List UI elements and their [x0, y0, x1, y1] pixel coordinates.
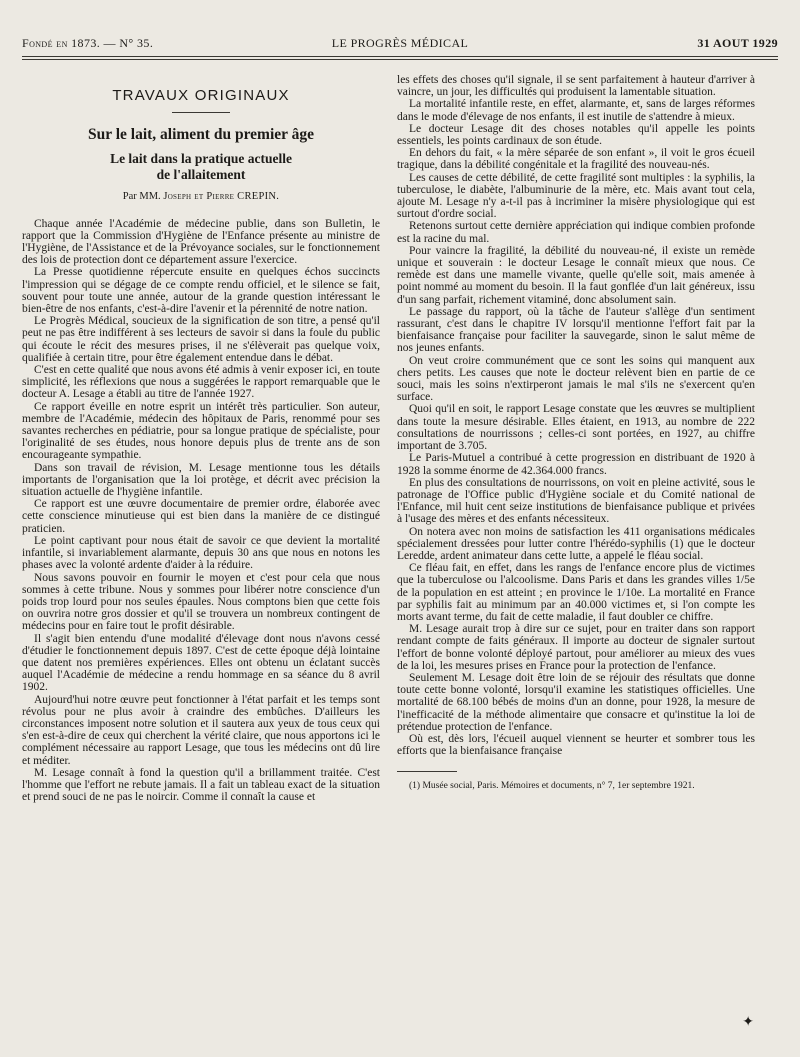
paragraph: Les causes de cette débilité, de cette fragilité sont multiples : la syphilis, la tuberculose, le diabète, l'albuminurie de la mère, etc. Mais avant tout cela, ajoute M. Lesage n'y a-t-il pas à incriminer la misère physiologique qui est surtout d'ordre social. — [397, 171, 755, 221]
article-title: Sur le lait, aliment du premier âge — [87, 126, 315, 144]
article-subtitle-line-2: de l'allaitement — [156, 167, 246, 183]
footnote: (1) Musée social, Paris. Mémoires et documents, n° 7, 1er septembre 1921. — [409, 781, 695, 792]
paragraph: Pour vaincre la fragilité, la débilité du nouveau-né, il existe un remède unique et souverain : le docteur Lesage le connaît mieux que nous. Ce remède est dans une mamelle vivante, quelle qu'elle soit, mais amenée à point nommé au moment du besoin. Il la faut gonflée d'un lait généreux, issu d'un sang parfait, richement vitaminé, donc absolument sain. — [397, 244, 755, 306]
article-authors — [22, 191, 380, 203]
section-divider — [172, 112, 230, 113]
paragraph: On notera avec non moins de satisfaction les 411 organisations médicales spécialement dressées pour lutter contre l'hérédo-syphilis (1) que le docteur Leredde, ardent animateur dans cette lutte, a appelé le fléau social. — [397, 525, 755, 562]
paragraph: Le point captivant pour nous était de savoir ce que devient la mortalité infantile, si invariablement alarmante, depuis 30 ans que nous en notons les phases avec la volonté ardente d'aider à la réduire. — [22, 534, 380, 572]
paragraph: Ce rapport est une œuvre documentaire de premier ordre, élaborée avec cette conscience minutieuse qui est bien dans la manière de ce distingué praticien. — [22, 498, 380, 535]
paragraph: les effets des choses qu'il signale, il se sent parfaitement à hauteur d'arriver à vaincre, un jour, les difficultés qui produisent la lamentable situation. — [397, 74, 755, 99]
paragraph: Le docteur Lesage dit des choses notables qu'il appelle les points essentiels, les points cardinaux de son étude. — [397, 122, 755, 148]
paragraph: Seulement M. Lesage doit être loin de se réjouir des résultats que donne toute cette bonne volonté, lorsqu'il examine les statistiques officielles. Une mortalité de 68.100 bébés de moins d'un an donne, pour 1928, la mesure de l'inefficacité de la méthode alimentaire que consacre et qu'institue la loi de prétendue protection de l'enfance. — [397, 671, 755, 733]
paragraph: Nous savons pouvoir en fournir le moyen et c'est pour cela que nous sommes à cette tribune. Nous y sommes pour libérer notre conscience d'un poids trop lourd pour nos seules épaules. Nous comptons bien que cette fois on ouvrira notre gros dossier et qu'il se trouvera un nombreux contingent de médecins pour en faire tout le profit désirable. — [22, 571, 380, 633]
paragraph: Le Paris-Mutuel a contribué à cette progression en distribuant de 1920 à 1928 la somme énorme de 42.364.000 francs. — [397, 452, 755, 477]
article-subtitle-line-1: Le lait dans la pratique actuelle — [110, 151, 292, 167]
header-founded: Fondé en 1873. — N° 35. — [22, 36, 154, 50]
paragraph: Le passage du rapport, où la tâche de l'auteur s'allège d'un sentiment rassurant, c'est dans le chapitre IV lorsqu'il mentionne l'effort fait par la bienfaisance française pour faciliter la sauvegarde, sinon le salut même de nos jeunes enfants. — [397, 305, 755, 355]
header-rule-double — [22, 59, 778, 60]
ornament-icon: ✦ — [742, 1015, 754, 1030]
authors-prefix: Par MM. — [122, 191, 161, 203]
paragraph: Quoi qu'il en soit, le rapport Lesage constate que les œuvres se multiplient dans toute la mesure désirable. Elles étaient, en 1913, au nombre de 222 consultations de nourrissons ; celles-ci sont portées, en 1927, au chiffre important de 3.705. — [397, 403, 755, 453]
authors-names: Joseph et Pierre CREPIN. — [163, 191, 280, 203]
article-subtitle — [22, 151, 380, 183]
paragraph: Aujourd'hui notre œuvre peut fonctionner à l'état parfait et les temps sont révolus pour ne plus avoir à craindre des embûches. D'ailleurs les circonstances imposent notre solution et il sautera aux yeux de tous ceux qui s'en est-à-dire de ceux qui cherchent la vérité claire, que nous apportons ici le complément nécessaire au rapport Lesage, que tous les médecins ont dû lire et méditer. — [22, 693, 380, 767]
paragraph: Chaque année l'Académie de médecine publie, dans son Bulletin, le rapport que la Commission d'Hygiène de l'Enfance présente au ministre de l'Hygiène, de l'Assistance et de la Prévoyance sociales, sur le fonctionnement des lois de protection dont ce département assure l'exercice. — [22, 217, 380, 267]
left-column — [22, 74, 380, 803]
header-date: 31 AOUT 1929 — [697, 36, 778, 50]
paragraph: M. Lesage aurait trop à dire sur ce sujet, pour en traiter dans son rapport rendant compte de faits généraux. Il importe au docteur de signaler surtout l'effort de bonne volonté déployé partout, pour améliorer au mieux des vues de la loi, les mesures prises en France pour la protection de l'enfance. — [397, 623, 755, 672]
paragraph: M. Lesage connaît à fond la question qu'il a brillamment traitée. C'est l'homme que l'effort ne rebute jamais. Il a fait un tableau exact de la situation et prend souci de ne pas le noircir. Comme il connaît la cause et — [22, 766, 380, 804]
right-column — [397, 74, 755, 792]
paragraph: Dans son travail de révision, M. Lesage mentionne tous les détails importants de l'organisation que la loi protège, et décrit avec précision la situation actuelle de l'hygiène infantile. — [22, 461, 380, 499]
paragraph: Ce rapport éveille en notre esprit un intérêt très particulier. Son auteur, membre de l'Académie, médecin des hôpitaux de Paris, renommé pour ses savantes recherches en pédiatrie, pour sa longue pratique de spécialiste, pour l'originalité de ses études, nous honore depuis plus de trente ans de son encourageante sympathie. — [22, 400, 380, 462]
paragraph: En dehors du fait, « la mère séparée de son enfant », il voit le gros écueil tragique, dans la débilité congénitale et la fragilité des nouveau-nés. — [397, 147, 755, 172]
footnote-divider — [397, 771, 457, 772]
journal-title: LE PROGRÈS MÉDICAL — [331, 36, 469, 50]
paragraph: Retenons surtout cette dernière appréciation qui indique combien profonde est la racine du mal. — [397, 220, 755, 245]
paragraph: C'est en cette qualité que nous avons été admis à venir exposer ici, en toute simplicité, les réflexions que nous a suggérées le rapport remarquable que le docteur A. Lesage a établi au titre de l'année 1927. — [22, 364, 380, 401]
paragraph: En plus des consultations de nourrissons, on voit en pleine activité, sous le patronage de l'Office public d'Hygiène sociale et du Comité national de l'Enfance, mil huit cent seize institutions de bienfaisance publique et privées à l'usage des mères et des enfants nécessiteux. — [397, 476, 755, 526]
running-header — [22, 36, 778, 52]
paragraph: Le Progrès Médical, soucieux de la signification de son titre, a pensé qu'il peut ne pas être indifférent à ses lecteurs de savoir si dans la foule du public qui écoute le récit des mesures prises, il ne s'élèverait pas quelque voix, qualifiée à certain titre, pour être également entendue dans le débat. — [22, 315, 380, 364]
paragraph: Où est, dès lors, l'écueil auquel viennent se heurter et sombrer tous les efforts que la bienfaisance française — [397, 732, 755, 758]
section-title: TRAVAUX ORIGINAUX — [112, 87, 290, 104]
header-rule — [22, 56, 778, 57]
paragraph: Il s'agit bien entendu d'une modalité d'élevage dont nous n'avons cessé d'étudier le fonctionnement depuis 1897. C'est de cette époque déjà lointaine que datent nos premières expériences. Elles ont obtenu un éclatant succès auquel l'Académie de médecine a rendu hommage en sa séance du 8 avril 1902. — [22, 632, 380, 694]
paragraph: Ce fléau fait, en effet, dans les rangs de l'enfance encore plus de victimes que la tuberculose ou l'alcoolisme. Dans Paris et dans les grandes villes 1/5e de la population en est atteint ; en province le 1/10e. La mortalité en France par syphilis fait au minimum par an 40.000 victimes et, si l'on compte les morts avant terme, du fait de cette maladie, il faut doubler ce chiffre. — [397, 562, 755, 623]
paragraph: La Presse quotidienne répercute ensuite en quelques échos succincts l'impression qui se dégage de ce compte rendu officiel, et le silence se fait, souvent pour toute une année, autour de la grande question intéressant le bien-être de nos enfants, c'est-à-dire l'avenir et la pérennité de notre nation. — [22, 266, 380, 316]
paragraph: On veut croire communément que ce sont les soins qui manquent aux chers petits. Les causes que note le docteur relèvent bien en partie de ce souci, mais les soins n'extirperont jamais le mal s'ils ne s'exercent qu'en surface. — [397, 354, 755, 404]
paragraph: La mortalité infantile reste, en effet, alarmante, et, sans de larges réformes dans le mode d'élevage de nos enfants, il est inutile de s'attendre à mieux. — [397, 98, 755, 123]
